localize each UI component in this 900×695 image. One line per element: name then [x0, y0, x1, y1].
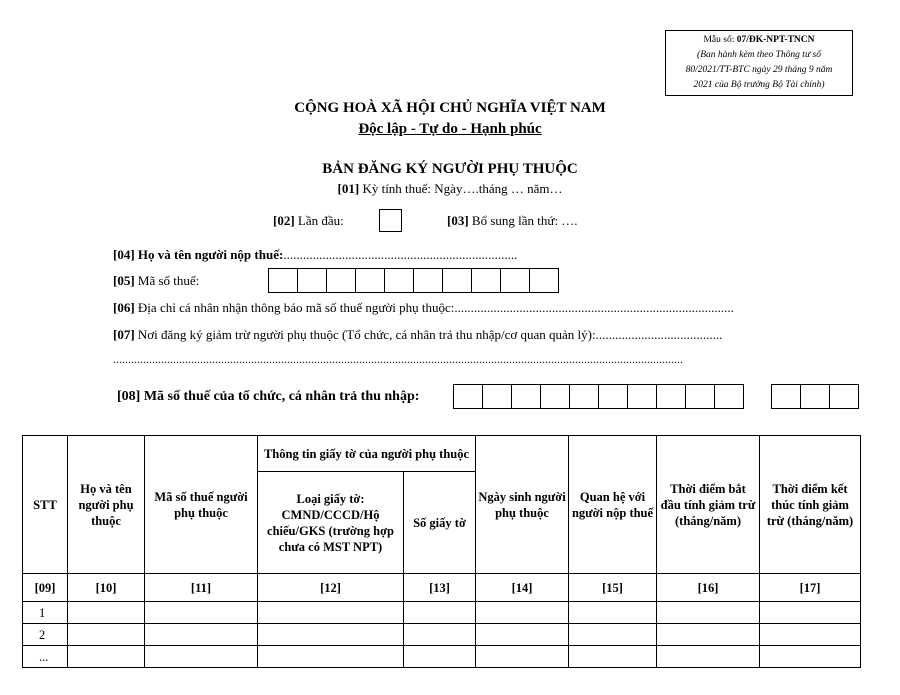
document-title: BẢN ĐĂNG KÝ NGƯỜI PHỤ THUỘC [322, 161, 578, 177]
digit-cell[interactable] [442, 268, 472, 293]
field-07-line-2[interactable]: .............................................................................................................................................................................................. [113, 352, 683, 366]
field-01-code: [01] [337, 181, 360, 196]
country-title: CỘNG HOÀ XÃ HỘI CHỦ NGHĨA VIỆT NAM [294, 100, 606, 116]
field-03-code: [03] [447, 213, 469, 228]
form-code: 07/ĐK-NPT-TNCN [736, 35, 815, 45]
field-07 [113, 327, 722, 343]
code-10: [10] [68, 574, 145, 602]
table-cell[interactable] [657, 646, 760, 668]
field-01-text: Kỳ tính thuế: Ngày….tháng … năm… [359, 181, 563, 196]
table-cell[interactable] [569, 602, 657, 624]
field-04-label: Họ và tên người nộp thuế: [134, 247, 284, 262]
first-time-checkbox[interactable] [379, 209, 402, 232]
digit-cell[interactable] [453, 384, 483, 409]
motto: Độc lập - Tự do - Hạnh phúc [358, 121, 542, 137]
field-02-code: [02] [273, 213, 295, 228]
code-15: [15] [569, 574, 657, 602]
code-16: [16] [657, 574, 760, 602]
field-08 [117, 389, 419, 405]
table-code-row [23, 574, 861, 602]
digit-cell[interactable] [511, 384, 541, 409]
table-cell[interactable] [258, 602, 404, 624]
field-05-code: [05] [113, 273, 135, 288]
col-stt: STT [23, 436, 68, 574]
taxpayer-tax-code-cells[interactable] [268, 268, 559, 293]
field-06 [113, 300, 734, 316]
table-cell[interactable] [476, 624, 569, 646]
form-code-prefix: Mẫu số: [703, 35, 737, 45]
col-date-of-birth: Ngày sinh người phụ thuộc [476, 436, 569, 574]
table-row [23, 602, 861, 624]
field-01 [0, 181, 900, 197]
table-header-row [23, 436, 861, 472]
table-cell[interactable] [569, 624, 657, 646]
digit-cell[interactable] [829, 384, 859, 409]
code-09: [09] [23, 574, 68, 602]
table-cell[interactable] [404, 602, 476, 624]
payer-tax-code-cells[interactable] [453, 384, 744, 409]
field-03-label: Bổ sung lần thứ: …. [468, 213, 578, 228]
digit-cell[interactable] [384, 268, 414, 293]
field-02 [273, 213, 344, 229]
table-cell[interactable] [145, 624, 258, 646]
row-number: ... [23, 646, 68, 668]
field-04-dots[interactable]: ........................................................................ [283, 247, 518, 262]
table-cell[interactable] [258, 646, 404, 668]
digit-cell[interactable] [268, 268, 298, 293]
digit-cell[interactable] [540, 384, 570, 409]
field-04 [113, 247, 517, 263]
code-17: [17] [760, 574, 861, 602]
digit-cell[interactable] [297, 268, 327, 293]
code-13: [13] [404, 574, 476, 602]
col-group-document-info: Thông tin giấy tờ của người phụ thuộc [258, 436, 476, 472]
digit-cell[interactable] [685, 384, 715, 409]
col-start-time: Thời điểm bắt đầu tính giảm trừ (tháng/năm) [657, 436, 760, 574]
digit-cell[interactable] [598, 384, 628, 409]
table-cell[interactable] [68, 646, 145, 668]
form-note-line-1: (Ban hành kèm theo Thông tư số [697, 50, 821, 60]
digit-cell[interactable] [326, 268, 356, 293]
table-row [23, 646, 861, 668]
code-12: [12] [258, 574, 404, 602]
col-relationship: Quan hệ với người nộp thuế [569, 436, 657, 574]
field-06-dots[interactable]: ...................................................................................... [454, 300, 734, 315]
form-note-line-3: 2021 của Bộ trưởng Bộ Tài chính) [693, 80, 825, 90]
digit-cell[interactable] [627, 384, 657, 409]
code-11: [11] [145, 574, 258, 602]
payer-branch-code-cells[interactable] [771, 384, 859, 409]
col-end-time: Thời điểm kết thúc tính giảm trừ (tháng/năm) [760, 436, 861, 574]
digit-cell[interactable] [569, 384, 599, 409]
col-dependent-tax-code: Mã số thuế người phụ thuộc [145, 436, 258, 574]
field-02-label: Lần đầu: [294, 213, 344, 228]
field-07-label: Nơi đăng ký giảm trừ người phụ thuộc (Tổ chức, cá nhân trả thu nhập/cơ quan quản lý): [134, 327, 596, 342]
table-cell[interactable] [145, 646, 258, 668]
col-dependent-name: Họ và tên người phụ thuộc [68, 436, 145, 574]
digit-cell[interactable] [355, 268, 385, 293]
row-number: 1 [23, 602, 68, 624]
table-cell[interactable] [145, 602, 258, 624]
digit-cell[interactable] [471, 268, 501, 293]
digit-cell[interactable] [500, 268, 530, 293]
table-row [23, 624, 861, 646]
col-document-number: Số giấy tờ [404, 472, 476, 574]
digit-cell[interactable] [656, 384, 686, 409]
digit-cell[interactable] [800, 384, 830, 409]
field-07-dots[interactable]: ....................................... [595, 327, 723, 342]
form-note-line-2: 80/2021/TT-BTC ngày 29 tháng 9 năm [685, 65, 833, 75]
table-cell[interactable] [68, 602, 145, 624]
table-cell[interactable] [404, 624, 476, 646]
table-cell[interactable] [258, 624, 404, 646]
table-cell[interactable] [760, 602, 861, 624]
table-cell[interactable] [657, 602, 760, 624]
field-06-code: [06] [113, 300, 135, 315]
digit-cell[interactable] [529, 268, 559, 293]
form-code-box [665, 30, 853, 96]
col-document-type: Loại giấy tờ: CMND/CCCD/Hộ chiếu/GKS (trường hợp chưa có MST NPT) [258, 472, 404, 574]
digit-cell[interactable] [714, 384, 744, 409]
digit-cell[interactable] [771, 384, 801, 409]
table-cell[interactable] [404, 646, 476, 668]
field-05 [113, 273, 199, 289]
field-08-label: Mã số thuế của tổ chức, cá nhân trả thu nhập: [140, 389, 420, 404]
table-cell[interactable] [569, 646, 657, 668]
field-08-code: [08] [117, 389, 141, 404]
table-cell[interactable] [68, 624, 145, 646]
dependents-table [22, 435, 861, 668]
field-03 [447, 213, 578, 229]
table-cell[interactable] [760, 646, 861, 668]
table-cell[interactable] [476, 646, 569, 668]
table-cell[interactable] [760, 624, 861, 646]
digit-cell[interactable] [482, 384, 512, 409]
field-06-label: Địa chỉ cá nhân nhận thông báo mã số thuế người phụ thuộc: [134, 300, 455, 315]
table-cell[interactable] [657, 624, 760, 646]
field-04-code: [04] [113, 247, 135, 262]
field-07-code: [07] [113, 327, 135, 342]
row-number: 2 [23, 624, 68, 646]
field-05-label: Mã số thuế: [134, 273, 200, 288]
code-14: [14] [476, 574, 569, 602]
table-cell[interactable] [476, 602, 569, 624]
digit-cell[interactable] [413, 268, 443, 293]
